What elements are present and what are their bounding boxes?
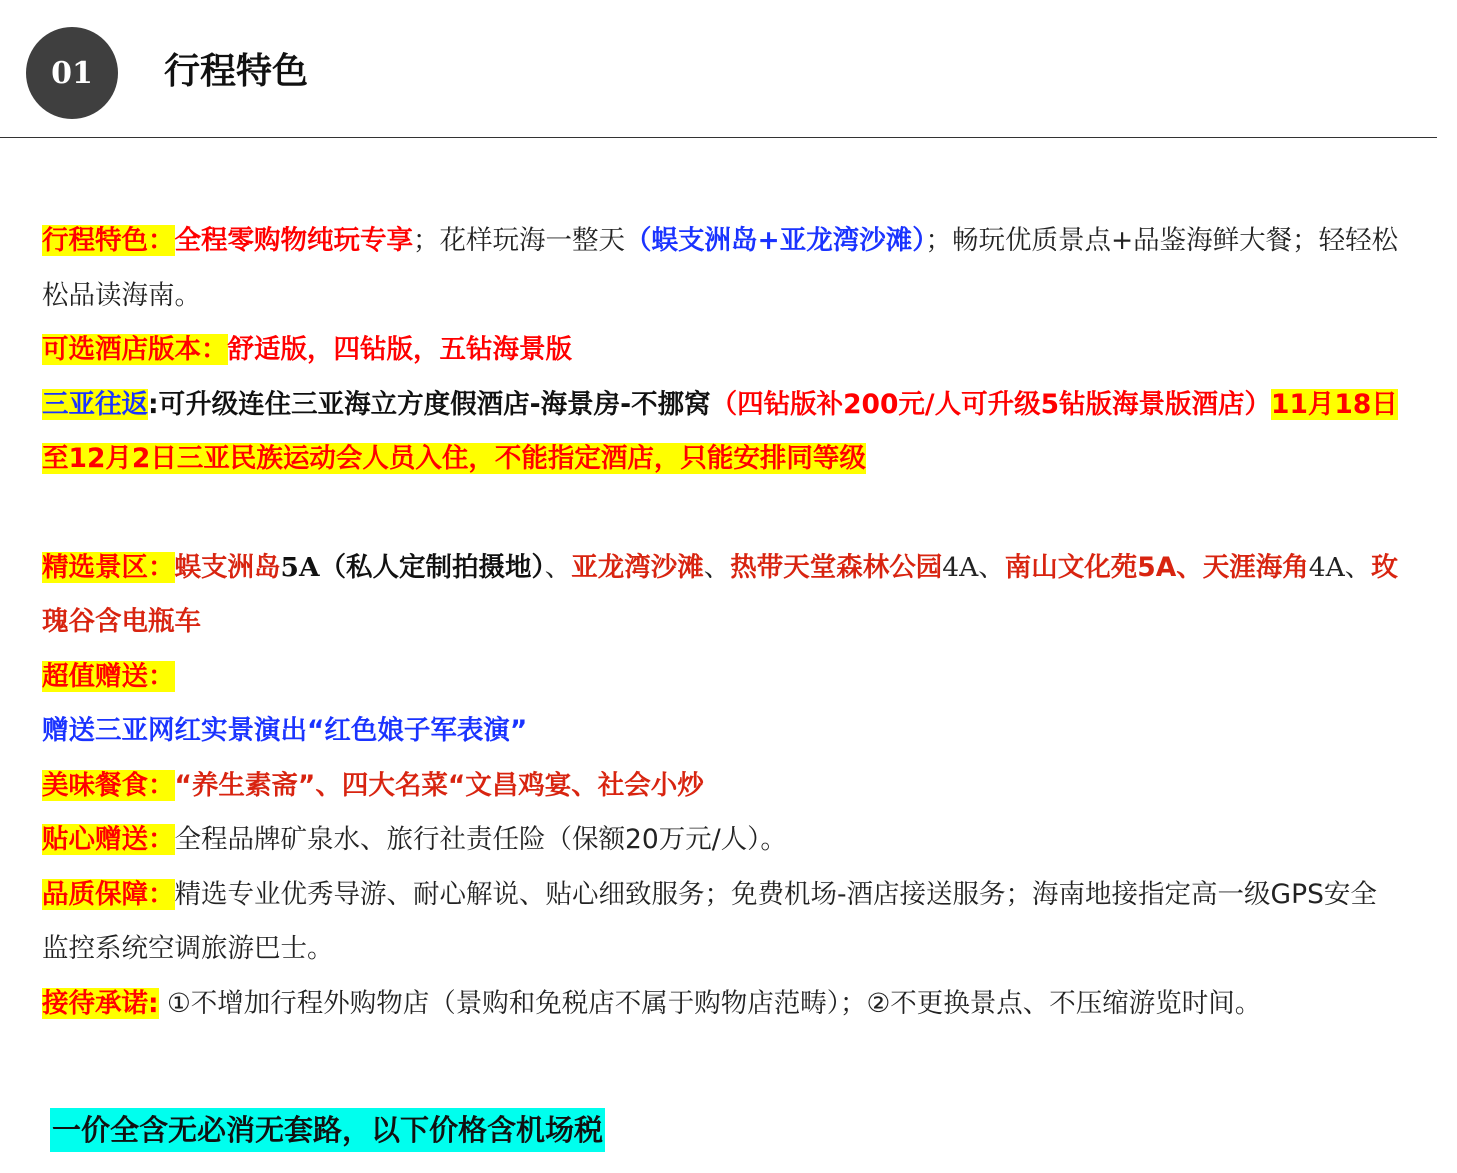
scenic-spot-1-note: （私人定制拍摄地） (319, 551, 545, 583)
care-value: 全程品牌矿泉水、旅行社责任险（保额20万元/人）。 (174, 824, 787, 855)
sanya-text: 可升级连住三亚海立方度假酒店-海景房-不挪窝 (158, 388, 711, 420)
features-highlight: 全程零购物纯玩专享 (174, 225, 413, 256)
features-text-1: ；花样玩海一整天 (413, 225, 625, 256)
food-value: “养生素斋”、四大名菜“文昌鸡宴、社会小炒 (174, 769, 704, 801)
scenic-separator: 、 (703, 551, 731, 583)
scenic-label: 精选景区： (42, 551, 175, 583)
scenic-spot-5-grade: 4A、 (1308, 551, 1372, 583)
scenic-spot-4: 南山文化苑5A、 (1004, 551, 1203, 583)
scenic-spot-1: 蜈支洲岛 (174, 551, 281, 583)
scenic-paragraph (42, 541, 1402, 650)
quality-value: 精选专业优秀导游、耐心解说、贴心细致服务；免费机场-酒店接送服务；海南地接指定高一级GPS安全监控系统空调旅游巴士。 (42, 878, 1377, 964)
care-label: 贴心赠送： (42, 824, 175, 855)
features-label: 行程特色： (42, 225, 175, 256)
food-label: 美味餐食： (42, 769, 175, 801)
price-note-banner: 一价全含无必消无套路，以下价格含机场税 (50, 1108, 605, 1152)
hotel-options-paragraph (42, 323, 1402, 378)
section-number-badge: 01 (26, 27, 118, 119)
promise-label: 接待承诺: (42, 987, 159, 1019)
gift-label: 超值赠送： (42, 660, 175, 692)
gift-show-paragraph (42, 704, 1402, 759)
hotel-options-label: 可选酒店版本： (42, 334, 228, 365)
gift-label-paragraph (42, 650, 1402, 705)
scenic-spot-1-grade: 5A (280, 551, 320, 583)
spacer (42, 487, 1402, 541)
hotel-options-value: 舒适版，四钻版，五钻海景版 (227, 334, 572, 365)
sanya-colon: : (148, 388, 159, 420)
sanya-paragraph (42, 378, 1402, 487)
quality-label: 品质保障： (42, 878, 175, 910)
scenic-spot-5: 天涯海角 (1202, 551, 1309, 583)
features-text-2: ；畅玩优质景点+品鉴海鲜大餐；轻轻松松品读海南。 (42, 225, 1399, 311)
features-paragraph (42, 214, 1402, 323)
features-blue-text: （蜈支洲岛+亚龙湾沙滩） (625, 225, 926, 256)
itinerary-features (42, 214, 1402, 1031)
scenic-spot-3-grade: 4A、 (942, 551, 1005, 583)
care-paragraph (42, 813, 1402, 868)
sanya-upgrade: （四钻版补200元/人可升级5钻版海景版酒店） (710, 388, 1272, 420)
sanya-label: 三亚往返 (42, 388, 148, 420)
section-header (0, 0, 1437, 138)
quality-paragraph (42, 868, 1402, 977)
scenic-spot-6: 玫瑰谷含电瓶车 (42, 551, 1398, 637)
food-paragraph (42, 759, 1402, 814)
scenic-separator: 、 (544, 551, 572, 583)
gift-show: 赠送三亚网红实景演出“红色娘子军表演” (42, 715, 528, 746)
section-title: 行程特色 (164, 51, 309, 92)
promise-value: ①不增加行程外购物店（景购和免税店不属于购物店范畴）；②不更换景点、不压缩游览时间。 (158, 987, 1262, 1019)
scenic-spot-2: 亚龙湾沙滩 (571, 551, 704, 583)
promise-paragraph (42, 977, 1402, 1032)
scenic-spot-3: 热带天堂森林公园 (730, 551, 943, 583)
sanya-notice: 11月18日至12月2日三亚民族运动会人员入住，不能指定酒店，只能安排同等级 (42, 388, 1398, 474)
